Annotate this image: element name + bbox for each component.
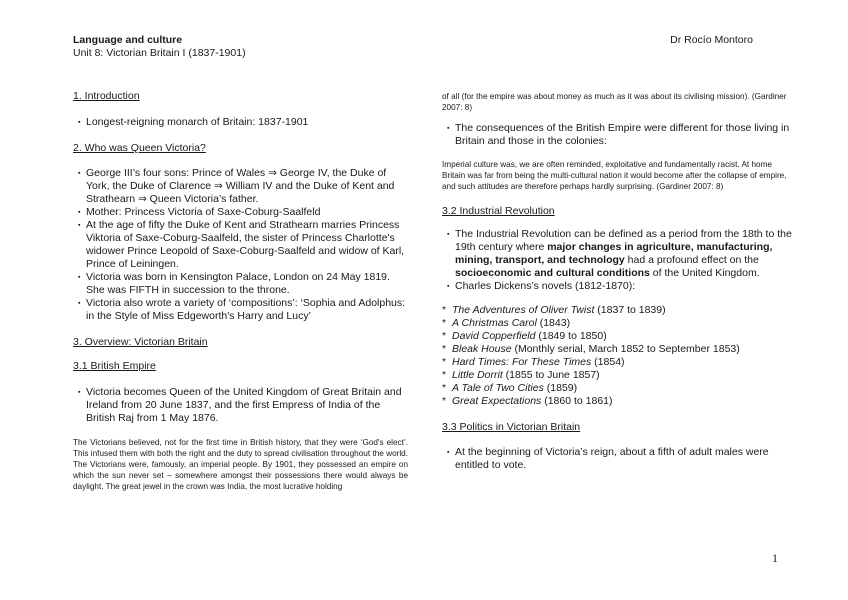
section-heading-overview: 3. Overview: Victorian Britain [73,336,208,348]
list-item: ▪ Longest-reigning monarch of Britain: 1837-1901 [73,116,408,129]
author-name: Dr Rocío Montoro [670,34,753,46]
politics-list [442,446,792,472]
empire-quote-continued: of all (for the empire was about money as much as it was about its civilising mission). (Gardiner 2007: 8) [442,92,787,112]
novel-item: * A Tale of Two Cities (1859) [442,382,578,394]
document-title: Language and culture [73,34,183,46]
section-heading-politics: 3.3 Politics in Victorian Britain [442,421,581,433]
list-item: ▪ At the age of fifty the Duke of Kent and Strathearn marries Princess Viktoria of Saxe-Coburg-Saalfeld, the sister of Princess Charlotte's widower Prince Leopold of Saxe-Coburg-Saalfeld and widow of Karl, Prince of Leiningen. [73,219,408,271]
list-item: ▪ The consequences of the British Empire were different for those living in Britain and those in the colonies: [442,122,792,148]
novel-item: * A Christmas Carol (1843) [442,317,571,329]
consequences-list [442,122,792,148]
list-item: ▪ Victoria becomes Queen of the United Kingdom of Great Britain and Ireland from 20 June 1837, and the first Empress of India of the British Raj from 1 May 1876. [73,386,408,425]
list-item: ▪ At the beginning of Victoria’s reign, about a fifth of adult males were entitled to vote. [442,446,792,472]
page-number: 1 [772,551,778,565]
section-heading-introduction: 1. Introduction [73,90,140,102]
list-item: ▪ George III’s four sons: Prince of Wales ⇒ George IV, the Duke of York, the Duke of Clarence ⇒ William IV and the Duke of Kent and Strathearn ⇒ Queen Victoria’s father. [73,167,408,206]
empire-quote: The Victorians believed, not for the first time in British history, that they were ‘God's elect’. This infused them with both the right and the duty to spread civilisation throughout the world. The Victorians were, famously, an imperial people. By 1901, they possessed an empire on which the sun never set – somewhere amongst their possessions there would always be daylight. The great jewel in the crown was India, the most lucrative holding [73,438,408,491]
novel-item: * The Adventures of Oliver Twist (1837 to 1839) [442,304,666,316]
dickens-novels-list [442,304,792,408]
list-item: ▪ Victoria also wrote a variety of ‘compositions’: ‘Sophia and Adolphus: in the Style of Miss Edgeworth's Harry and Lucy’ [73,297,408,323]
imperial-culture-quote: Imperial culture was, we are often reminded, exploitative and fundamentally racist. At home Britain was far from being the multi-cultural nation it would become after the collapse of empire, and such attitudes are therefore perhaps hardly surprising. (Gardiner 2007: 8) [442,160,787,191]
list-item: ▪ Mother: Princess Victoria of Saxe-Coburg-Saalfeld [73,206,408,219]
emphasis-changes: major changes in agriculture, manufacturing, mining, transport, and technology [455,241,773,266]
document-subtitle: Unit 8: Victorian Britain I (1837-1901) [73,47,246,59]
section-heading-british-empire: 3.1 British Empire [73,360,156,372]
left-column [73,90,408,492]
industrial-list [442,228,792,293]
right-column [442,91,792,472]
list-item: ▪ The Industrial Revolution can be defined as a period from the 18th to the 19th century where major changes in agriculture, manufacturing, mining, transport, and technology had a profound effect on the socioeconomic and cultural conditions of the United Kingdom. [442,228,792,280]
novel-item: * Hard Times: For These Times (1854) [442,356,625,368]
novel-item: * David Copperfield (1849 to 1850) [442,330,607,342]
emphasis-conditions: socioeconomic and cultural conditions [455,267,650,279]
introduction-list [73,116,408,129]
list-item: ▪ Charles Dickens’s novels (1812-1870): [442,280,792,293]
novel-item: * Little Dorrit (1855 to June 1857) [442,369,600,381]
section-heading-who-was-victoria: 2. Who was Queen Victoria? [73,142,206,154]
list-item: ▪ Victoria was born in Kensington Palace, London on 24 May 1819. She was FIFTH in succession to the throne. [73,271,408,297]
section-heading-industrial-revolution: 3.2 Industrial Revolution [442,205,555,217]
novel-item: * Bleak House (Monthly serial, March 1852 to September 1853) [442,343,740,355]
novel-item: * Great Expectations (1860 to 1861) [442,395,613,407]
empire-list [73,386,408,425]
victoria-list [73,167,408,323]
